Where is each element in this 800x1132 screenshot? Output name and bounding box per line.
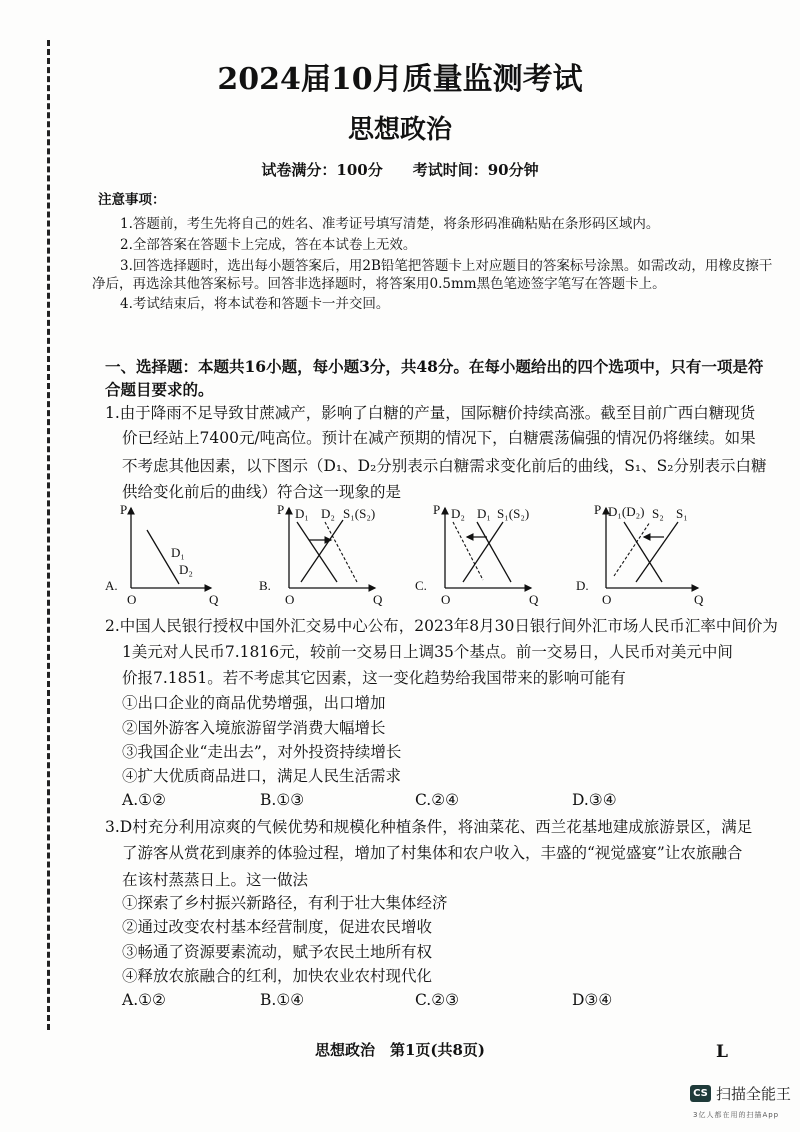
supply-curve [301,520,343,582]
graph-option-b [257,500,407,610]
q1-stem: 供给变化前后的曲线）符合这一现象的是 [122,483,402,501]
q2-item: ④扩大优质商品进口，满足人民生活需求 [122,767,402,785]
watermark-tagline: 3亿人都在用的扫描App [693,1111,780,1119]
q2-option: D.③④ [572,791,617,809]
q-label: Q [209,592,219,607]
graph-label: D₂ [321,506,335,521]
q3-option: D③④ [572,991,613,1009]
q3-stem: 3.D村充分利用凉爽的气候优势和规模化种植条件，将油菜花、西兰花基地建成旅游景区，满足 [105,818,753,836]
demand-curve-d2 [453,522,483,580]
q3-option: A.①② [122,991,166,1009]
watermark-brand: 扫描全能王 [716,1085,792,1103]
graph-label: C. [415,578,427,593]
graph-label: Q [694,592,704,607]
camscanner-logo-icon: CS [690,1085,711,1102]
graph-label: P [594,502,602,517]
p-label: P [120,502,128,517]
q3-option: B.①④ [260,991,305,1009]
q2-stem: 1美元对人民币7.1816元，较前一交易日上调35个基点。前一交易日，人民币对美元中间 [122,643,733,661]
subject-title: 思想政治 [347,115,452,145]
section-heading: 合题目要求的。 [105,380,214,399]
q1-stem: 价已经站上7400元/吨高位。预计在减产预期的情况下，白糖震荡偏强的情况仍将继续。如果 [122,429,756,447]
curve-label: D₁ [171,545,185,560]
q2-item: ②国外游客入境旅游留学消费大幅增长 [122,719,386,737]
q3-item: ②通过改变农村基本经营制度，促进农民增收 [122,918,433,936]
exam-meta: 试卷满分：100分 考试时间：90分钟 [261,161,539,179]
q1-stem: 不考虑其他因素，以下图示（D₁、D₂分别表示白糖需求变化前后的曲线，S₁、S₂分别表示白糖 [122,457,767,475]
page-footer: 思想政治 第1页(共8页) [314,1041,486,1059]
graph-option-c [413,500,563,610]
graph-label: O [285,592,295,607]
q2-option: A.①② [122,791,166,809]
notice-item: 2.全部答案在答题卡上完成，答在本试卷上无效。 [120,237,417,253]
graph-label: Q [529,592,539,607]
demand-curve-d1 [477,522,511,582]
graph-label: S₁ [676,506,688,521]
notice-item: 4.考试结束后，将本试卷和答题卡一并交回。 [120,296,390,312]
graph-label: D. [576,578,589,593]
graph-option-d [574,500,724,610]
binding-dashed-line [47,40,50,1030]
graph-option-a [103,500,253,610]
q2-stem: 价报7.1851。若不考虑其它因素，这一变化趋势给我国带来的影响可能有 [122,669,626,687]
scanner-watermark [690,1083,791,1104]
demand-curve-d1 [297,522,337,582]
q3-stem: 了游客从赏花到康养的体验过程，增加了村集体和农户收入，丰盛的“视觉盛宴”让农旅融合 [122,844,743,862]
supply-curve [463,522,503,582]
q3-stem: 在该村蒸蒸日上。这一做法 [122,871,309,889]
notice-item: 1.答题前，考生先将自己的姓名、准考证号填写清楚，将条形码准确粘贴在条形码区域内。 [120,216,660,232]
notice-item: 净后，再选涂其他答案标号。回答非选择题时，将答案用0.5mm黑色笔迹签字笔写在答题卡上。 [92,276,666,292]
q3-item: ③畅通了资源要素流动，赋予农民土地所有权 [122,943,433,961]
q2-option: B.①③ [260,791,305,809]
supply-curve-s2 [614,522,650,576]
notice-heading: 注意事项： [98,192,166,208]
graph-label: B. [259,578,271,593]
q2-option: C.②④ [415,791,460,809]
graph-label: D₁ [477,506,491,521]
q2-item: ①出口企业的商品优势增强，出口增加 [122,694,386,712]
graph-label: D₁ [295,506,309,521]
curve-label: D₂ [179,562,193,577]
q2-item: ③我国企业“走出去”，对外投资持续增长 [122,743,402,761]
page-mark: L [716,1042,728,1062]
exam-title: 2024届10月质量监测考试 [217,62,583,97]
q2-stem: 2.中国人民银行授权中国外汇交易中心公布，2023年8月30日银行间外汇市场人民币汇率中间价为 [105,617,778,635]
q1-stem: 1.由于降雨不足导致甘蔗减产，影响了白糖的产量，国际糖价持续高涨。截至目前广西白糖现货 [105,404,756,422]
graph-label: D₂ [451,506,465,521]
notice-item: 3.回答选择题时，选出每小题答案后，用2B铅笔把答题卡上对应题目的答案标号涂黑。如需改动，用橡皮擦干 [120,258,773,274]
graph-label: Q [373,592,383,607]
origin-label: O [127,592,137,607]
graph-label: P [277,502,285,517]
graph-label: S₁(S₂) [343,506,376,521]
q3-item: ④释放农旅融合的红利，加快农业农村现代化 [122,967,433,985]
graph-label: S₁(S₂) [497,506,530,521]
q3-option: C.②③ [415,991,460,1009]
graph-label: O [602,592,612,607]
section-heading: 一、选择题：本题共16小题，每小题3分，共48分。在每小题给出的四个选项中，只有一项是符 [105,357,764,376]
graph-label: D₁(D₂) [608,504,645,519]
demand-curve-d2 [325,522,357,582]
option-label: A. [105,578,118,593]
graph-label: S₂ [652,506,664,521]
graph-label: P [433,502,441,517]
graph-label: O [441,592,451,607]
q3-item: ①探索了乡村振兴新路径，有利于壮大集体经济 [122,894,448,912]
